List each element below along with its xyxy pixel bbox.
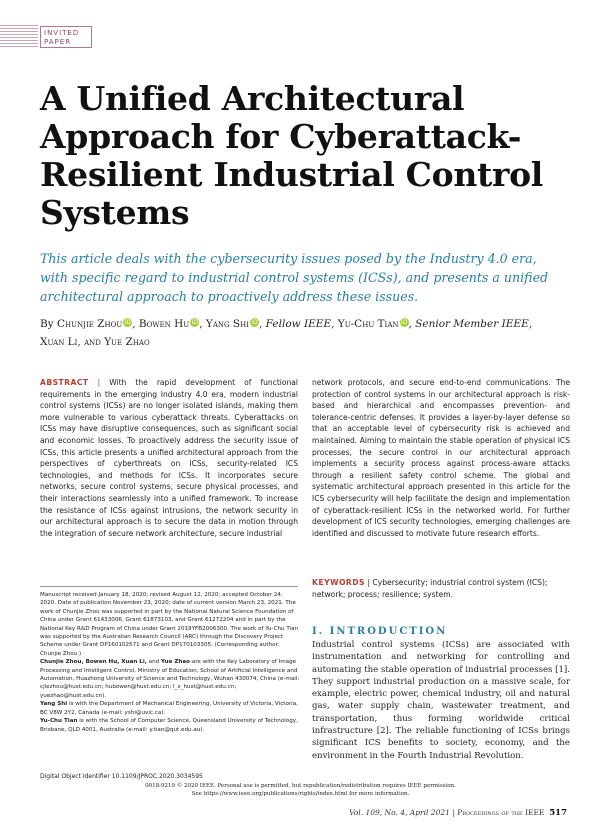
author-name: Chunjie Zhou <box>57 318 123 330</box>
footnote-affiliation: Chunjie Zhou, Bowen Hu, Xuan Li, and Yue Zhao are with the Key Laboratory of Image Processing and Intelligent Control, Ministry of Education, School of Artificial Intelligence and Automation, Huazhong University of Science and Technology, Wuhan 430074, China (e-mail: cjiezhou@hust.edu.cn; hubowen@hust.edu.cn; l_x_hust@hust.edu.cn; yuezhao@hust.edu.cn). <box>40 659 300 699</box>
abstract-text-1: With the rapid development of functional requirements in the emerging Industry 4.0 era, modern industrial control systems (ICSs) are no longer isolated islands, making them more vulnerable to various cyberattack threats. Cyberattacks on ICSs may have disruptive consequences, such as significant social and economic losses. To proactively address the security issue of ICSs, this article presents a unified architectural approach from the perspectives of cyberthreats on ICSs, security-related ICS technologies, and methods for ICSs. It incorporates secure networks, secure control systems, secure physical processes, and their interactions seamlessly into a unified framework. To increase the resistance of ICSs against intrusions, the network security in our architectural approach is to secure the data in motion through the integration of secure network architecture, secure industrial <box>40 378 299 538</box>
copyright-notice <box>0 782 601 798</box>
orcid-icon[interactable]: iD <box>400 319 408 326</box>
orcid-icon[interactable]: iD <box>251 319 258 326</box>
footnote-manuscript: Manuscript received January 18, 2020; revised August 12, 2020; accepted October 24, 2020. Date of publication November 23, 2020; date of current version March 23, 2021. The work of Chunjie Zhou was supported in part by the National Natural Science Foundation of China under Grant 61433006, Grant 61873103, and Grant 61272204 and in part by the National Key R&D Program of China under Grant 2019YFB2006300. The work of Yu-Chu Tian was supported by the Australian Research Council (ARC) through the Discovery Project Scheme under Grant DP160102571 and Grant DP170103305. (Corresponding author: Chunjie Zhou.) <box>40 592 299 657</box>
keywords: KEYWORDS | Cybersecurity; industrial control system (ICS); network; process; resilience; system. <box>312 578 548 599</box>
journal-name: Proceedings of the IEEE <box>457 808 545 817</box>
abstract-text-2: network protocols, and secure end-to-end communications. The protection of control systems in our architectural approach is risk-based and hierarchical and encompasses prevention- and tolerance-centric defenses. It provides a layer-by-layer defense so that an acceptable level of cybersecurity risk is achieved and maintained. Aiming to maintain the stable operation of physical ICS processes, the secure control in our architectural approach implements a security process against process-aware attacks through a resilient safety control scheme. The global and systematic architectural approach presented in this article for the ICS cybersecurity will help facilitate the design and implementation of cyberattack-resilient ICSs in the networked world. For further development of ICS security technologies, emerging challenges are identified and discussed to motivate future research efforts. <box>312 378 570 538</box>
author-name: Yang Shi <box>205 318 249 330</box>
standfirst: This article deals with the cybersecurity issues posed by the Industry 4.0 era, with specific regard to industrial control systems (ICSs), and presents a unified architectural approach to proactively address these issues. <box>40 251 549 304</box>
abstract-column-1: ABSTRACT | With the rapid development of functional requirements in the emerging Industry 4.0 era, modern industrial control systems (ICSs) are no longer isolated islands, making them more vulnerable to various cyberattack threats. Cyberattacks on ICSs may have disruptive consequences, such as significant social and economic losses. To proactively address the security issue of ICSs, this article presents a unified architectural approach from the perspectives of cyberthreats on ICSs, security-related ICS technologies, and methods for ICSs. It incorporates secure networks, secure control systems, secure physical processes, and their interactions seamlessly into a unified framework. To increase the resistance of ICSs against intrusions, the network security in our architectural approach is to secure the data in motion through the integration of secure network architecture, secure industrial <box>40 378 299 538</box>
author-list: By Chunjie Zhou iD, Bowen Hu iD, Yang Shi iD, Fellow IEEE, Yu-Chu Tian iD, Senior Member IEEE, Xuan Li, and Yue Zhao <box>40 318 533 348</box>
section-heading: I. INTRODUCTION <box>312 626 448 637</box>
author-role: , Fellow IEEE, <box>259 318 335 330</box>
author-name: and Yue Zhao <box>84 336 150 348</box>
footnote <box>40 591 300 734</box>
copyright-line1: 0018-9219 © 2020 IEEE. Personal use is permitted, but republication/redistribution requires IEEE permission. <box>145 783 456 789</box>
author-prefix: By <box>40 318 54 330</box>
page-footer: Vol. 109, No. 4, April 2021 | Proceedings of the IEEE 517 <box>349 808 567 818</box>
page-number: 517 <box>549 808 567 818</box>
header-stripes <box>0 25 38 47</box>
invited-paper-tag <box>40 26 92 48</box>
keywords-label: KEYWORDS <box>312 578 366 587</box>
footnote-rule <box>40 586 298 587</box>
tag-line1: INVITED <box>44 29 80 37</box>
author-name: Bowen Hu <box>138 318 190 330</box>
footnote-affiliation: Yang Shi is with the Department of Mechanical Engineering, University of Victoria, Victoria, BC V8W 2Y2, Canada (e-mail: yshi@uvic.ca). <box>40 701 298 716</box>
tag-line2: PAPER <box>44 38 72 46</box>
footnote-affiliation: Yu-Chu Tian is with the School of Computer Science, Queensland University of Technology, Brisbane, QLD 4001, Australia (e-mail: y.tian@qut.edu.au). <box>40 718 298 733</box>
abstract-column-2 <box>312 377 570 539</box>
issue-info: Vol. 109, No. 4, April 2021 <box>349 808 450 817</box>
copyright-line2[interactable]: See https://www.ieee.org/publications/rights/index.html for more information. <box>191 791 410 797</box>
article-title: A Unified Architectural Approach for Cyberattack-Resilient Industrial Control Systems <box>40 79 544 232</box>
abstract-label: ABSTRACT <box>40 378 89 387</box>
introduction-text: Industrial control systems (ICSs) are associated with instrumentation and networking for controlling and automating the stable operation of industrial processes [1]. They support industrial production on a massive scale, for example, electric power, chemical industry, oil and natural gas, water supply chain, wastewater treatment, and transportation, thus forming worldwide critical infrastructure [2]. The reliable functioning of ICSs brings significant ICS benefits to society, economy, and the environment in the Fourth Industrial Revolution. <box>312 640 570 761</box>
orcid-icon[interactable]: iD <box>191 319 198 326</box>
author-role: , Senior Member IEEE, <box>408 318 533 330</box>
orcid-icon[interactable]: iD <box>124 319 131 326</box>
keywords-text: Cybersecurity; industrial control system (ICS); network; process; resilience; system. <box>312 578 548 599</box>
author-name: Xuan Li, <box>40 336 81 348</box>
author-name: Yu-Chu Tian <box>337 318 399 330</box>
doi[interactable]: Digital Object Identifier 10.1109/JPROC.2020.3034595 <box>40 773 203 780</box>
